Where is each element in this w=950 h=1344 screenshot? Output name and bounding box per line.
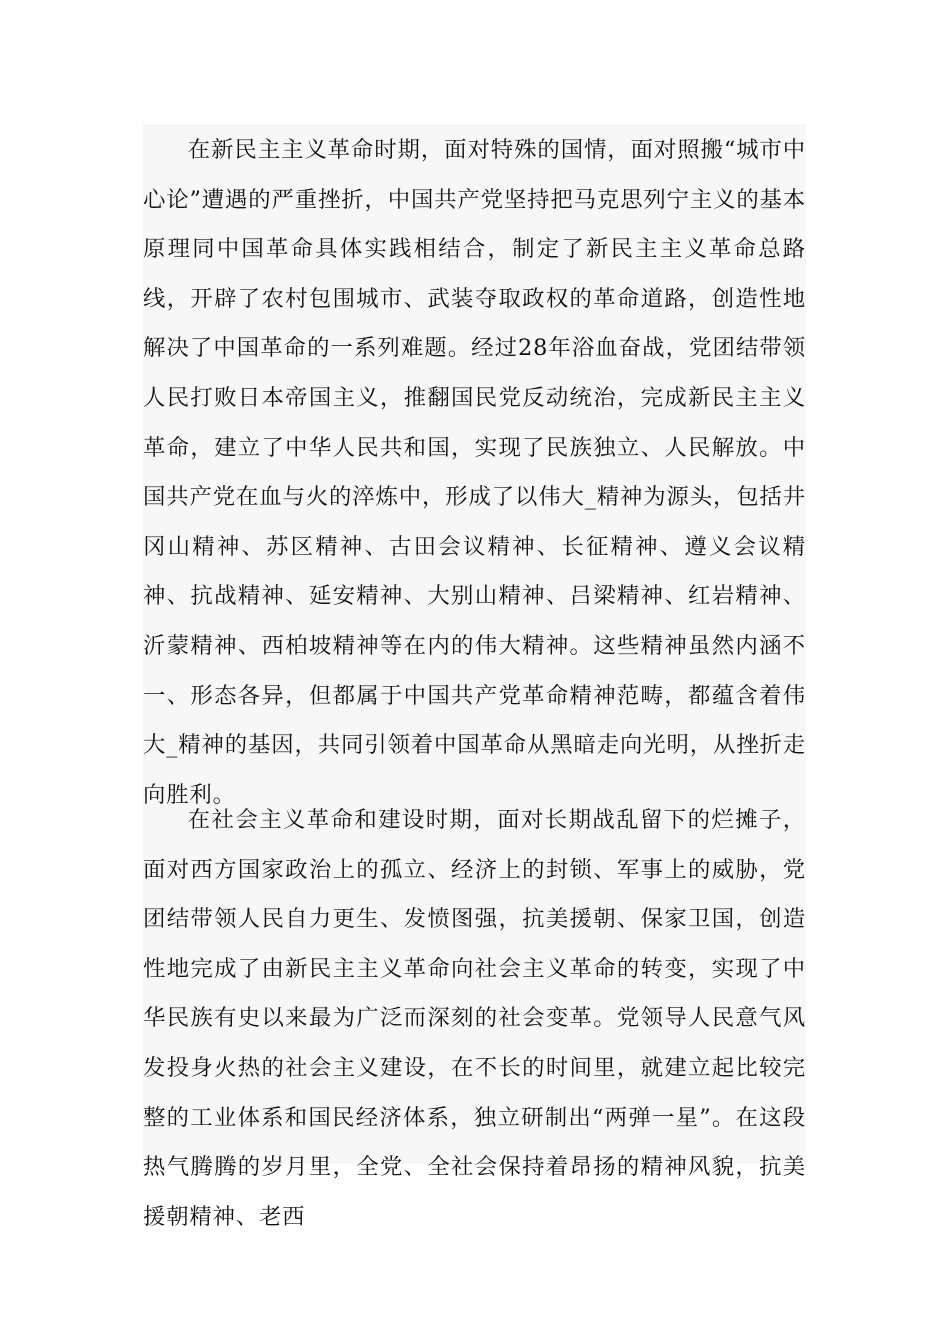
paragraph-new-democratic-revolution: 在新民主主义革命时期，面对特殊的国情，面对照搬“城市中心论”遭遇的严重挫折，中国共产党坚持把马克思列宁主义的基本原理同中国革命具体实践相结合，制定了新民主主义革命总路线，开辟了农村包围城市、武装夺取政权的革命道路，创造性地解决了中国革命的一系列难题。经过28年浴血奋战，党团结带领人民打败日本帝国主义，推翻国民党反动统治，完成新民主主义革命，建立了中华人民共和国，实现了民族独立、人民解放。中国共产党在血与火的淬炼中，形成了以伟大_精神为源头，包括井冈山精神、苏区精神、古田会议精神、长征精神、遵义会议精神、抗战精神、延安精神、大别山精神、吕梁精神、红岩精神、沂蒙精神、西柏坡精神等在内的伟大精神。这些精神虽然内涵不一、形态各异，但都属于中国共产党革命精神范畴，都蕴含着伟大_精神的基因，共同引领着中国革命从黑暗走向光明，从挫折走向胜利。 xyxy=(143,137,806,808)
paragraph-socialist-revolution: 在社会主义革命和建设时期，面对长期战乱留下的烂摊子，面对西方国家政治上的孤立、经济上的封锁、军事上的威胁，党团结带领人民自力更生、发愤图强，抗美援朝、保家卫国，创造性地完成了由新民主主义革命向社会主义革命的转变，实现了中华民族有史以来最为广泛而深刻的社会变革。党领导人民意气风发投身火热的社会主义建设，在不长的时间里，就建立起比较完整的工业体系和国民经济体系，独立研制出“两弹一星”。在这段热气腾腾的岁月里，全党、全社会保持着昂扬的精神风貌，抗美援朝精神、老西 xyxy=(143,807,806,1230)
